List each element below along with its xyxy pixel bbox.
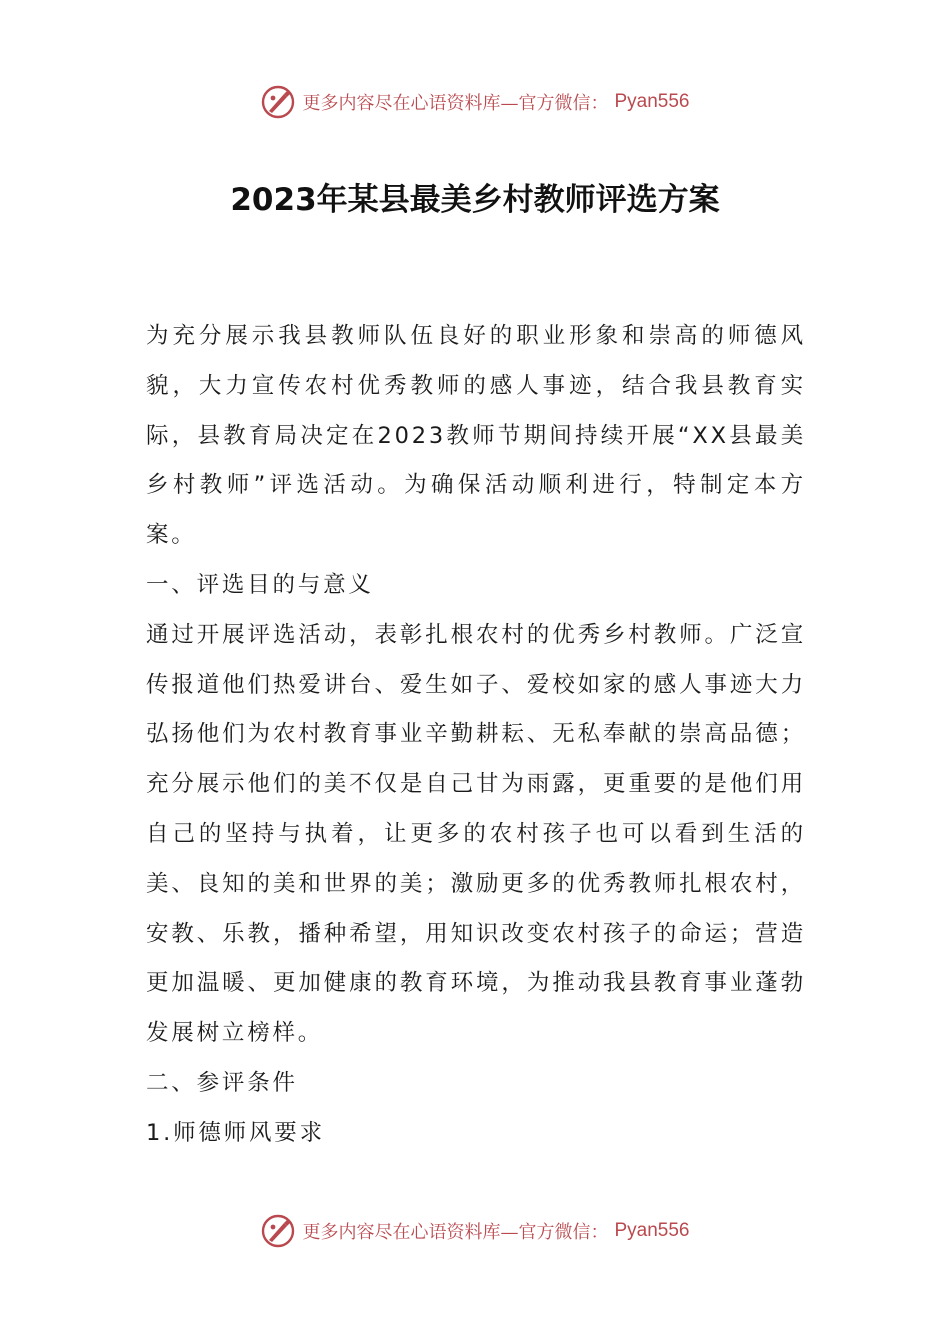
watermark-text: 更多内容尽在心语资料库—官方微信： [302, 1222, 609, 1243]
subsection-heading-2-1: 1.师德师风要求 [146, 1119, 325, 1146]
watermark-id: Pyan556 [614, 1220, 690, 1241]
section-heading-1: 一、评选目的与意义 [146, 571, 374, 598]
watermark-id: Pyan556 [614, 91, 690, 112]
document-body [146, 312, 806, 1159]
section-paragraph-1: 通过开展评选活动，表彰扎根农村的优秀乡村教师。广泛宣传报道他们热爱讲台、爱生如子、爱校如家的感人事迹大力弘扬他们为农村教育事业辛勤耕耘、无私奉献的崇高品德；充分展示他们的美不仅是自己甘为雨露，更重要的是他们用自己的坚持与执着，让更多的农村孩子也可以看到生活的美、良知的美和世界的美；激励更多的优秀教师扎根农村，安教、乐教，播种希望，用知识改变农村孩子的命运；营造更加温暖、更加健康的教育环境，为推动我县教育事业蓬勃发展树立榜样。 [146, 621, 806, 1047]
intro-paragraph: 为充分展示我县教师队伍良好的职业形象和崇高的师德风貌，大力宣传农村优秀教师的感人事迹，结合我县教育实际，县教育局决定在2023教师节期间持续开展“XX县最美乡村教师”评选活动。为确保活动顺利进行，特制定本方案。 [146, 323, 806, 549]
section-heading-2: 二、参评条件 [146, 1069, 298, 1096]
document-title: 2023年某县最美乡村教师评选方案 [230, 182, 720, 218]
watermark-text: 更多内容尽在心语资料库—官方微信： [302, 93, 609, 114]
pen-seal-icon [260, 1213, 296, 1249]
footer-watermark [0, 1213, 950, 1249]
header-watermark [0, 84, 950, 120]
pen-seal-icon [260, 84, 296, 120]
